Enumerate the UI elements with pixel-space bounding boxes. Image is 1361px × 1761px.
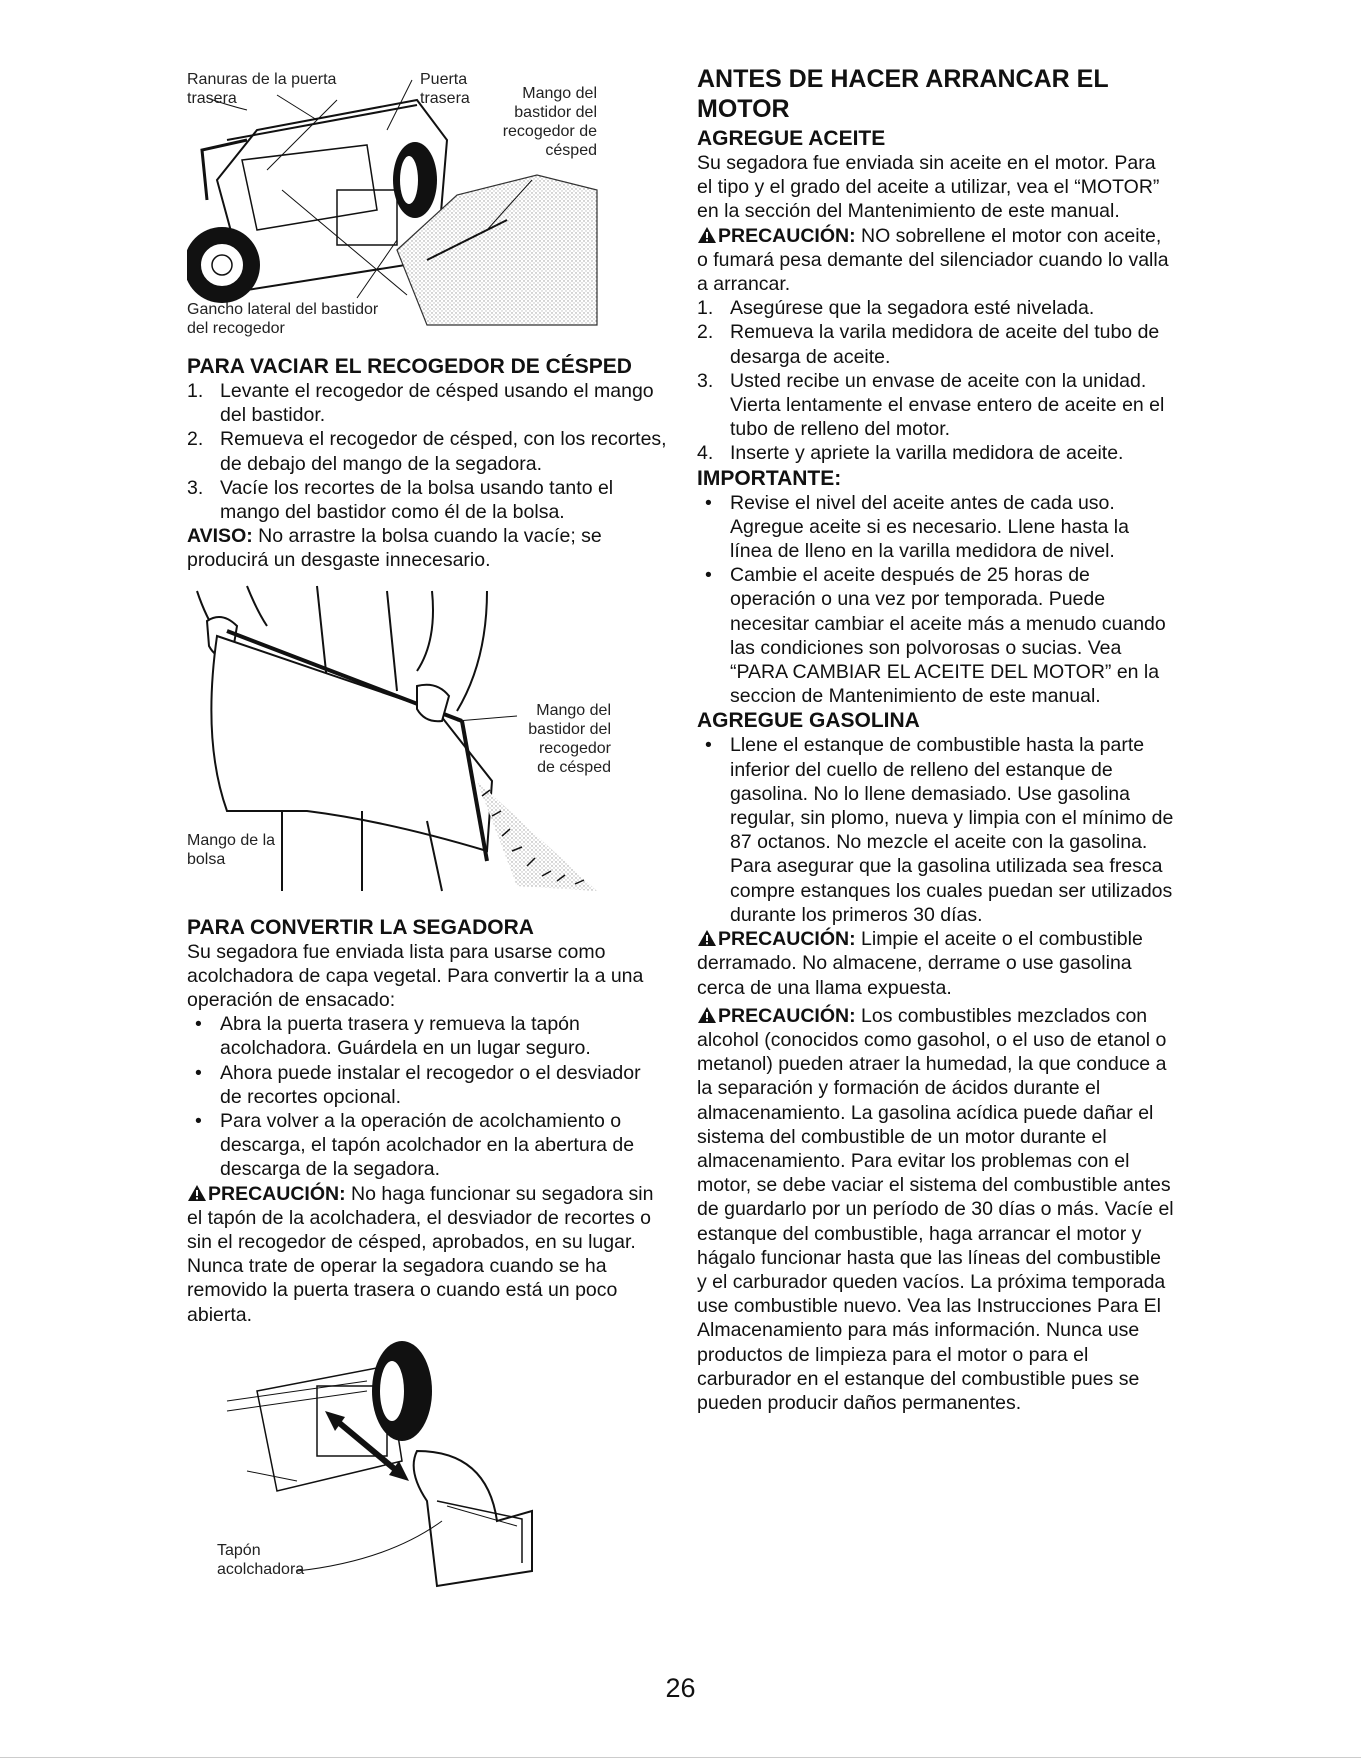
notice-paragraph: AVISO: No arrastre la bolsa cuando la vacíe; se producirá un desgaste innecesario. [187, 525, 602, 572]
page-title: ANTES DE HACER ARRANCAR EL MOTOR [697, 65, 1109, 123]
bottom-divider [0, 1757, 1361, 1758]
list-item: 3. Vacíe los recortes de la bolsa usando tanto el mango del bastidor como él de la bolsa. [187, 476, 614, 524]
fuel-caution-paragraph-2: PRECAUCIÓN: Los combustibles mezclados con alcohol (conocidos como gasohol, o el uso de etanol o metanol) pueden atraer la humedad, la que conduce a la separación y formación de ácidos durante el almacenamiento. La gasolina acídica puede dañar el sistema del combustible de un motor durante el almacenamiento. Para evitar los problemas con el motor, se debe vaciar el sistema del combustible antes de guardarlo por un período de 30 días o más. Vacíe el estanque del combustible, haga arrancar el motor y hágalo funcionar hasta que las líneas del combustible y el carburador queden vacíos. La próxima temporada use combustible nuevo. Vea las Instrucciones Para El Almacenamiento para más información. Nunca use productos de limpieza para el motor o para el carburador en el estanque del combustible pues se pueden producir daños permanentes. [697, 1004, 1174, 1414]
warning-triangle-icon [187, 1184, 207, 1202]
important-bullets [697, 491, 1175, 709]
caution-label: PRECAUCIÓN: [718, 1004, 856, 1027]
add-oil-intro: Su segadora fue enviada sin aceite en el motor. Para el tipo y el grado del aceite a utilizar, vea el “MOTOR” en la sección del Mantenimiento de este manual. [697, 152, 1160, 223]
list-item: 1. Levante el recogedor de césped usando el mango del bastidor. [187, 380, 654, 427]
list-item: 4. Inserte y apriete la varilla medidora de aceite. [697, 442, 1124, 465]
caution-label: PRECAUCIÓN: [718, 928, 856, 951]
warning-triangle-icon [697, 929, 717, 947]
list-item: • Llene el estanque de combustible hasta la parte inferior del cuello de relleno del estanque de gasolina. No lo llene demasiado. Use gasolina regular, sin plomo, nueva y limpia con el mínimo de 87 octanos. No mezcle el aceite con la gasolina. Para asegurar que la gasolina utilizada sea fresca compre estanques los cuales puedan ser utilizados durante los primeros 30 días. [697, 733, 1175, 927]
convert-bullets [187, 1012, 667, 1181]
convert-mower-heading: PARA CONVERTIR LA SEGADORA [187, 915, 534, 939]
list-item: • Cambie el aceite después de 25 horas de operación o una vez por temporada. Puede necesitar cambiar el aceite más a menudo cuando las condiciones son polvorosas o sucias. Vea “PARA CAMBIAR EL ACEITE DEL MOTOR” en la seccion de Mantenimiento de este manual. [697, 563, 1175, 708]
callout-catcher-frame-handle: Mango del bastidor del recogedor de césped [502, 85, 597, 159]
callout-catcher-side-hook: Gancho lateral del bastidor del recogedor [187, 301, 379, 337]
caution-paragraph: PRECAUCIÓN: No haga funcionar su segadora sin el tapón de la acolchadera, el desviador de recortes o sin el recogedor de césped, aprobados, en su lugar. Nunca trate de operar la segadora cuando se ha removido la puerta trasera o cuando está un poco abierta. [187, 1182, 654, 1326]
left-column [187, 60, 667, 1596]
page-number: 26 [665, 1673, 696, 1703]
list-item: 2. Remueva el recogedor de césped, con los recortes, de debajo del mango de la segadora. [187, 428, 667, 475]
empty-catcher-steps [187, 379, 667, 524]
list-item: • Abra la puerta trasera y remueva la tapón acolchadora. Guárdela en un lugar seguro. [187, 1012, 667, 1060]
important-heading: IMPORTANTE: [697, 466, 842, 490]
fuel-caution-paragraph: PRECAUCIÓN: Limpie el aceite o el combustible derramado. No almacene, derrame o use gasolina cerca de una llama expuesta. [697, 928, 1143, 999]
list-item: 3. Usted recibe un envase de aceite con la unidad. Vierta lentamente el envase entero de aceite en el tubo de relleno del motor. [697, 369, 1165, 441]
oil-caution-paragraph: PRECAUCIÓN: NO sobrellene el motor con aceite, o fumará pesa demante del silenciador cuando lo valla a arrancar. [697, 224, 1169, 296]
grass-catcher-installation-figure [187, 60, 667, 340]
callout-rear-door: Puerta trasera [420, 71, 470, 107]
mulching-plug-figure [187, 1331, 667, 1596]
add-oil-heading: AGREGUE ACEITE [697, 127, 886, 150]
convert-intro: Su segadora fue enviada lista para usarse como acolchadora de capa vegetal. Para convertir la a una operación de ensacado: [187, 940, 644, 1012]
list-item: 1. Asegúrese que la segadora esté nivelada. [697, 297, 1095, 320]
add-fuel-bullets [697, 733, 1175, 927]
warning-triangle-icon [697, 226, 717, 244]
caution-label: PRECAUCIÓN: [208, 1182, 346, 1205]
callout-bag-handle: Mango de la bolsa [187, 831, 276, 868]
caution-label: PRECAUCIÓN: [718, 224, 856, 247]
add-oil-steps [697, 296, 1175, 465]
callout-rear-door-slots: Ranuras de la puerta trasera [187, 71, 337, 107]
notice-label: AVISO: [187, 525, 253, 548]
callout-catcher-frame-handle: Mango del bastidor del recogedor de césped [528, 701, 611, 776]
right-column [697, 60, 1175, 1415]
add-fuel-heading: AGREGUE GASOLINA [697, 709, 920, 733]
list-item: • Revise el nivel del aceite antes de cada uso. Agregue aceite si es necesario. Llene hasta la línea de lleno en la varilla medidora de nivel. [697, 491, 1175, 564]
emptying-bag-figure [187, 581, 667, 901]
empty-catcher-heading: PARA VACIAR EL RECOGEDOR DE CÉSPED [187, 355, 632, 378]
list-item: • Ahora puede instalar el recogedor o el desviador de recortes opcional. [187, 1061, 667, 1109]
list-item: 2. Remueva la varila medidora de aceite del tubo de desarga de aceite. [697, 321, 1160, 368]
warning-triangle-icon [697, 1006, 717, 1024]
list-item: • Para volver a la operación de acolchamiento o descarga, el tapón acolchador en la abertura de descarga de la segadora. [187, 1109, 667, 1182]
callout-mulching-plug: Tapón acolchadora [217, 1541, 305, 1578]
